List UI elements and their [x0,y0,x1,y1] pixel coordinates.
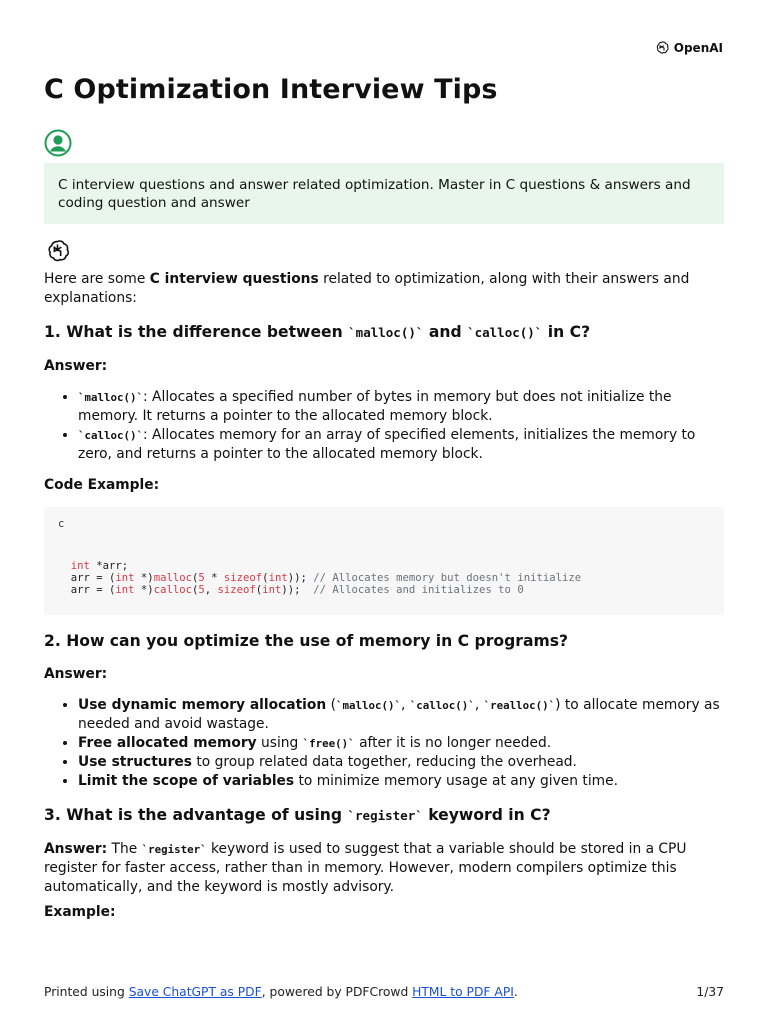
question-2-heading: 2. How can you optimize the use of memory in C programs? [44,632,569,650]
q1-item-code: `calloc()` [78,429,144,442]
list-item [78,388,724,426]
list-item [78,696,724,734]
item-code: `malloc()` [336,699,402,712]
item-text: to minimize memory usage at any given time. [294,773,618,789]
q3-suffix: keyword in C? [422,806,551,824]
q2-answer-list [44,696,724,791]
list-item [78,753,724,772]
user-prompt [44,163,724,224]
item-code: `calloc()` [409,699,475,712]
item-code: `realloc()` [483,699,556,712]
q1-item-code: `malloc()` [78,391,144,404]
list-item [78,734,724,753]
q3-answer-text: The [107,841,142,857]
intro-bold: C interview questions [149,271,319,287]
code-language: c [58,518,65,530]
q3-answer-code: `register` [141,843,207,856]
item-text: to group related data together, reducing the overhead. [191,754,577,770]
q3-answer-label: Answer: [44,841,108,857]
q1-item-text: : Allocates a specified number of bytes in memory but does not initialize the memory. It returns a pointer to the allocated memory block. [78,389,672,424]
code-lines: int *arr; arr = (int *)malloc(5 * sizeof(int)); // Allocates memory but doesn't initialize arr = (int *)calloc(5, sizeof(int)); // Allocates and initializes to 0 [70,560,582,596]
intro-text-2: related to optimization, along with their answers and explanations: [44,271,690,306]
openai-brand [654,40,723,56]
item-bold: Use structures [78,754,192,770]
q1-mid: and [423,323,468,341]
item-text: , [401,697,410,713]
item-text: , [474,697,484,713]
question-3-heading [44,804,724,827]
brand-name: OpenAI [673,41,723,55]
page-footer [44,985,724,999]
item-text: ( [326,697,336,713]
q1-prefix: 1. What is the difference between [44,323,349,341]
footer-text: . [513,985,518,999]
q3-answer-paragraph [44,840,724,897]
footer-text: , powered by PDFCrowd [261,985,413,999]
item-bold: Free allocated memory [78,735,257,751]
intro-text-1: Here are some [44,271,150,287]
q1-answer-label: Answer: [44,358,108,374]
item-bold: Use dynamic memory allocation [78,697,327,713]
item-text: after it is no longer needed. [354,735,552,751]
list-item [78,772,724,791]
response-content [44,270,724,922]
q3-example-label: Example: [44,904,116,920]
user-avatar-icon [44,129,72,157]
prompt-text: C interview questions and answer related optimization. Master in C questions & answers and coding question and answer [58,177,691,211]
q3-answer-text: keyword is used to suggest that a variable should be stored in a CPU register for faster access, rather than in memory. However, modern compilers optimize this automatically, and the keyword is mostly advisory. [44,841,687,895]
code-block [44,507,724,615]
page-number: 1/37 [696,985,724,999]
item-text: ) to allocate memory as needed and avoid wastage. [78,697,720,732]
save-chatgpt-pdf-link[interactable]: Save ChatGPT as PDF [128,985,262,999]
q1-answer-list [44,388,724,464]
intro-paragraph [44,270,724,308]
q1-code-malloc: `malloc()` [348,325,424,340]
q1-code-calloc: `calloc()` [467,325,543,340]
q1-item-text: : Allocates memory for an array of specified elements, initializes the memory to zero, and returns a pointer to the allocated memory block. [78,427,696,462]
openai-logo-icon [654,40,670,56]
page-title: C Optimization Interview Tips [44,74,498,105]
item-text: using [256,735,303,751]
item-code: `free()` [302,737,355,750]
q3-prefix: 3. What is the advantage of using [44,806,348,824]
footer-text: Printed using [44,985,129,999]
question-1-heading [44,321,724,344]
q1-suffix: in C? [542,323,591,341]
chatgpt-logo-icon [44,238,71,265]
html-to-pdf-link[interactable]: HTML to PDF API [412,985,514,999]
q2-answer-label: Answer: [44,666,108,682]
list-item [78,426,724,464]
q3-code-register: `register` [347,808,423,823]
item-bold: Limit the scope of variables [78,773,295,789]
code-example-label: Code Example: [44,477,160,493]
